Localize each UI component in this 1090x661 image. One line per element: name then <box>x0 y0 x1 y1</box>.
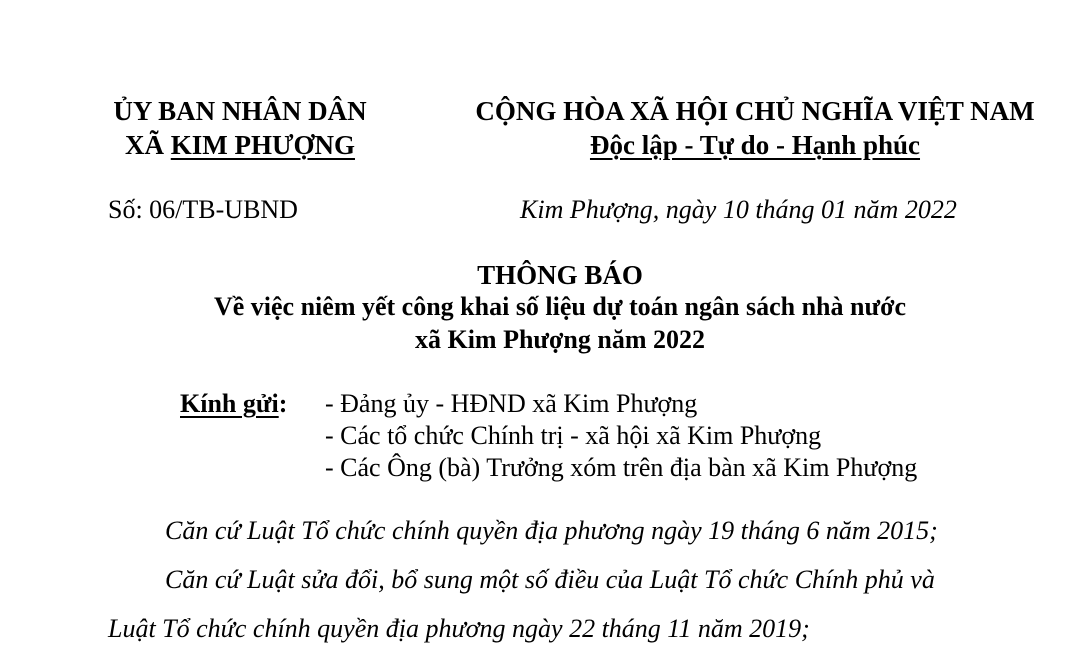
recipients-label-colon: : <box>278 389 288 418</box>
body-paragraph-2-line1: Căn cứ Luật sửa đổi, bổ sung một số điều của Luật Tổ chức Chính phủ và <box>165 565 935 594</box>
document-subject-line2: xã Kim Phượng năm 2022 <box>414 325 706 354</box>
national-title: CỘNG HÒA XÃ HỘI CHỦ NGHĨA VIỆT NAM <box>475 96 1035 126</box>
document-subject-line1: Về việc niêm yết công khai số liệu dự toán ngân sách nhà nước <box>213 292 907 321</box>
recipients-label <box>180 391 287 417</box>
recipient-item: - Đảng ủy - HĐND xã Kim Phượng <box>325 389 698 418</box>
body-paragraph-1: Căn cứ Luật Tổ chức chính quyền địa phương ngày 19 tháng 6 năm 2015; <box>165 516 938 545</box>
national-motto: Độc lập - Tự do - Hạnh phúc <box>589 130 921 160</box>
recipient-item: - Các Ông (bà) Trưởng xóm trên địa bàn xã Kim Phượng <box>325 453 918 482</box>
document-number: Số: 06/TB-UBND <box>108 195 298 224</box>
national-motto-wrap <box>455 132 1055 159</box>
issuer-name: ỦY BAN NHÂN DÂN <box>113 96 367 126</box>
issuer-commune-prefix: XÃ <box>125 130 171 160</box>
place-date: Kim Phượng, ngày 10 tháng 01 năm 2022 <box>520 195 957 224</box>
document-heading: THÔNG BÁO <box>477 260 643 290</box>
body-paragraph-2-line2: Luật Tổ chức chính quyền địa phương ngày 22 tháng 11 năm 2019; <box>108 614 810 643</box>
issuer-commune <box>100 132 380 159</box>
issuer-commune-name: KIM PHƯỢNG <box>170 130 355 160</box>
recipient-item: - Các tổ chức Chính trị - xã hội xã Kim Phượng <box>325 421 822 450</box>
recipients-label-text: Kính gửi <box>180 389 279 418</box>
